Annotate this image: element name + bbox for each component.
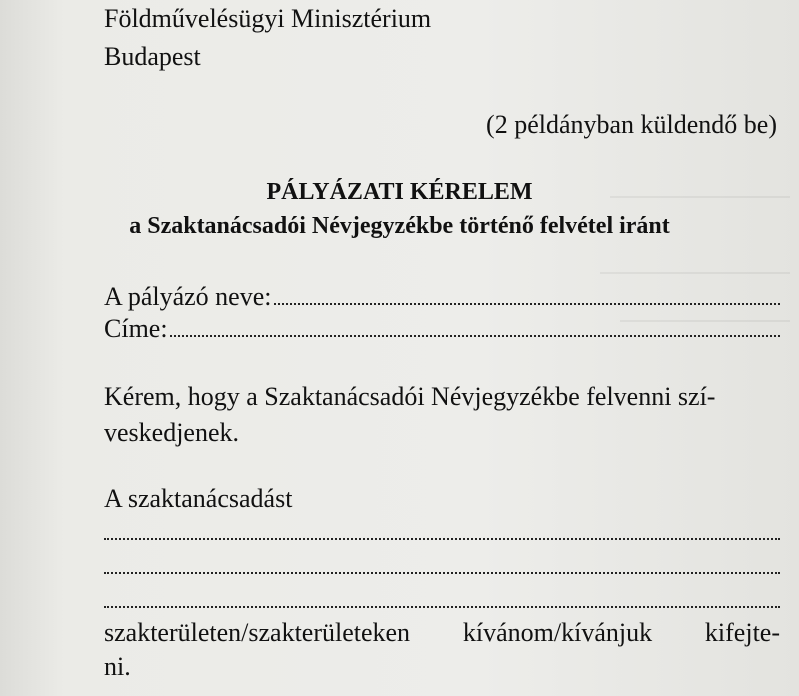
advisory-blank-2[interactable]: [104, 570, 780, 574]
request-text-line2: veskedjenek.: [104, 418, 240, 447]
advisory-label: A szaktanácsadást: [104, 484, 293, 513]
ministry-name: Földművelésügyi Minisztérium: [104, 4, 432, 33]
form-title: PÁLYÁZATI KÉRELEM: [266, 179, 533, 205]
applicant-name-label: A pályázó neve:: [104, 282, 272, 311]
advisory-closing-line1: [104, 618, 780, 648]
form-subtitle: a Szaktanácsadói Névjegyzékbe történő felvétel iránt: [129, 213, 670, 239]
request-text-line1: Kérem, hogy a Szaktanácsadói Névjegyzékbe felvenni szí-: [104, 382, 716, 411]
address-label: Címe:: [104, 314, 168, 343]
address-field[interactable]: [104, 314, 780, 344]
copies-note: (2 példányban küldendő be): [486, 110, 777, 139]
advisory-blank-3[interactable]: [104, 604, 780, 608]
applicant-name-blank[interactable]: [274, 297, 781, 305]
closing-word-3: kifejte-: [704, 618, 780, 647]
closing-word-2: kívánom/kívánjuk: [462, 618, 653, 647]
closing-word-1: szakterületen/szakterületeken: [104, 618, 411, 647]
advisory-closing-line2: ni.: [104, 652, 131, 681]
advisory-blank-1[interactable]: [104, 536, 780, 540]
city-name: Budapest: [104, 42, 201, 71]
address-blank[interactable]: [170, 329, 780, 337]
applicant-name-field[interactable]: [104, 282, 780, 312]
